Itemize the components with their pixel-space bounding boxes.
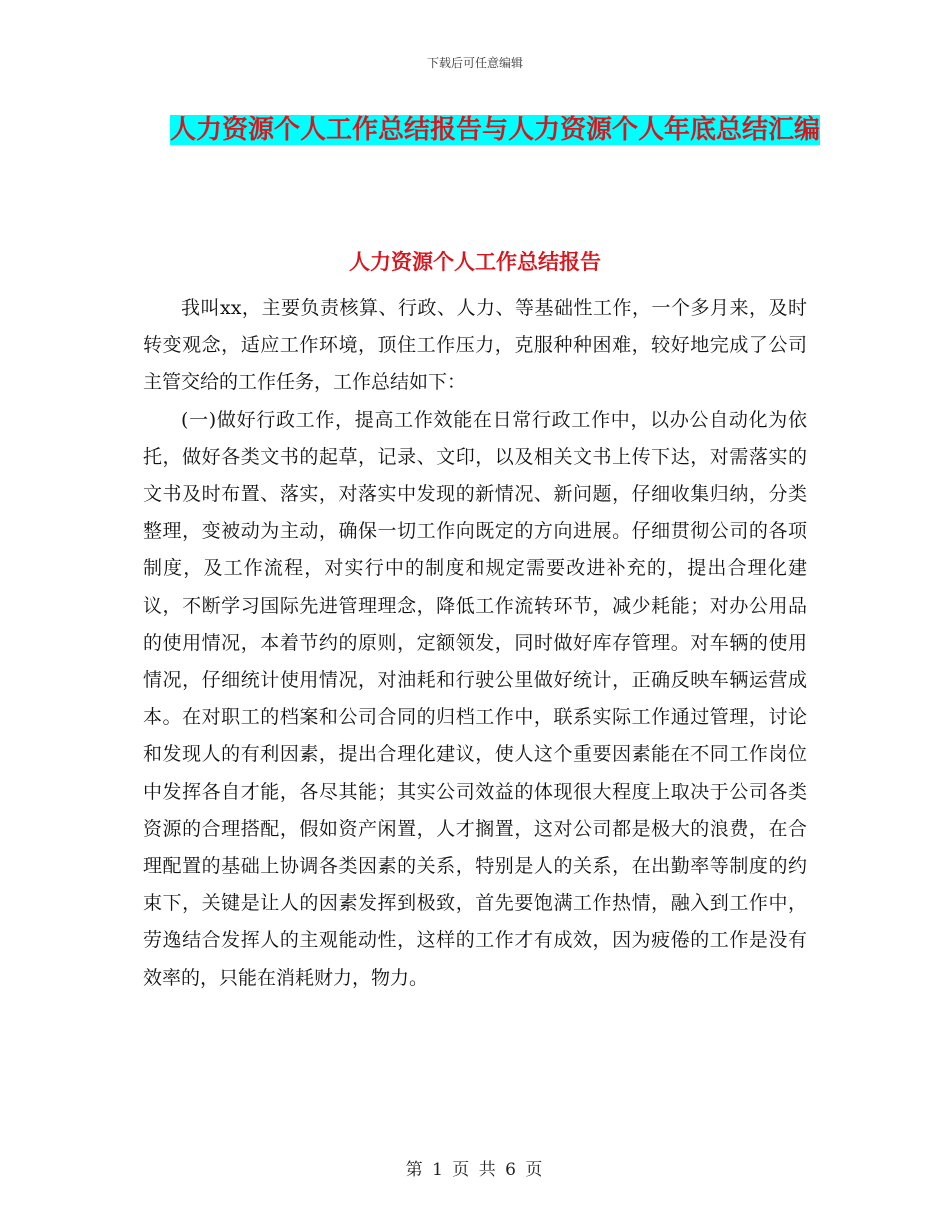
header-note: 下载后可任意编辑 — [426, 56, 523, 70]
document-body — [143, 290, 807, 997]
section-title: 人力资源个人工作总结报告 — [349, 250, 601, 274]
document-title — [140, 106, 850, 154]
paragraph-admin-work: (一)做好行政工作，提高工作效能在日常行政工作中，以办公自动化为依托，做好各类文书的起草，记录、文印，以及相关文书上传下达，对需落实的文书及时布置、落实，对落实中发现的新情况、新问题，仔细收集归纳，分类整理，变被动为主动，确保一切工作向既定的方向进展。仔细贯彻公司的各项制度，及工作流程，对实行中的制度和规定需要改进补充的，提出合理化建议，不断学习国际先进管理理念，降低工作流转环节，减少耗能；对办公用品的使用情况，本着节约的原则，定额领发，同时做好库存管理。对车辆的使用情况，仔细统计使用情况，对油耗和行驶公里做好统计，正确反映车辆运营成本。在对职工的档案和公司合同的归档工作中，联系实际工作通过管理，讨论和发现人的有利因素，提出合理化建议，使人这个重要因素能在不同工作岗位中发挥各自才能，各尽其能；其实公司效益的体现很大程度上取决于公司各类资源的合理搭配，假如资产闲置，人才搁置，这对公司都是极大的浪费，在合理配置的基础上协调各类因素的关系，特别是人的关系，在出勤率等制度的约束下，关键是让人的因素发挥到极致，首先要饱满工作热情，融入到工作中，劳逸结合发挥人的主观能动性，这样的工作才有成效，因为疲倦的工作是没有效率的，只能在消耗财力，物力。 — [143, 408, 807, 989]
document-title-text: 人力资源个人工作总结报告与人力资源个人年底总结汇编 — [169, 115, 820, 145]
paragraph-intro: 我叫xx，主要负责核算、行政、人力、等基础性工作，一个多月来，及时转变观念，适应工作环境，顶住工作压力，克服种种困难，较好地完成了公司主管交给的工作任务，工作总结如下： — [143, 297, 807, 394]
page-number: 第 1 页 共 6 页 — [405, 1160, 545, 1180]
